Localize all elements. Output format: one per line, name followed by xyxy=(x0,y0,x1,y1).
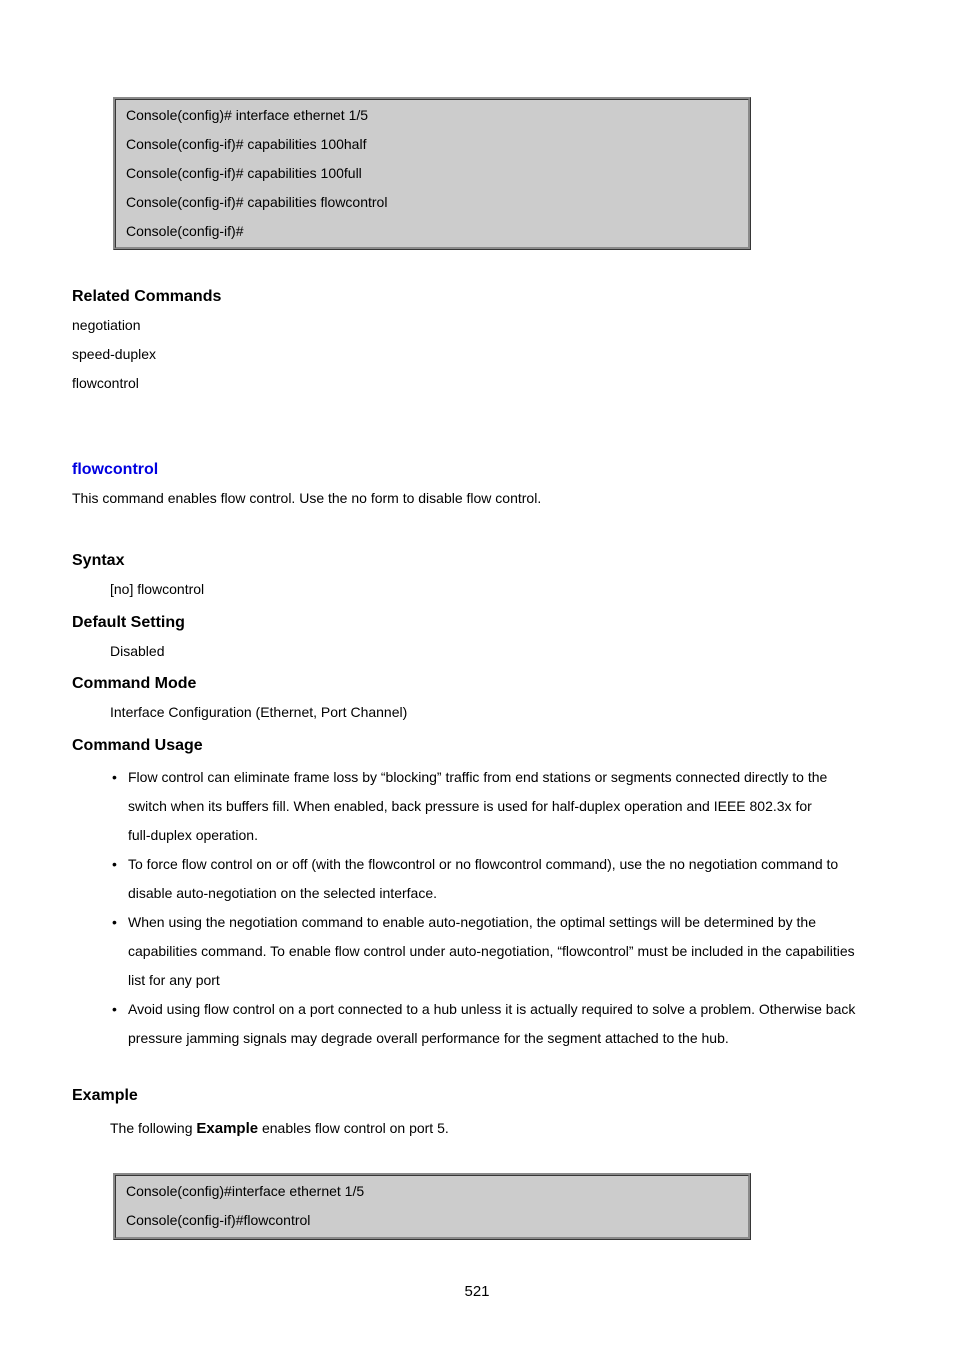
list-item-line: full-duplex operation. xyxy=(128,827,258,843)
command-usage-list xyxy=(110,763,890,1053)
bullet-icon: • xyxy=(112,1001,117,1017)
list-item-line: list for any port xyxy=(128,972,220,988)
default-setting-heading: Default Setting xyxy=(72,614,185,631)
console-line: Console(config)#interface ethernet 1/5 xyxy=(126,1183,365,1199)
list-item-line: To force flow control on or off (with the flowcontrol or no flowcontrol command), use the no negotiation command to xyxy=(128,856,839,872)
syntax-heading: Syntax xyxy=(72,552,125,569)
command-mode-value: Interface Configuration (Ethernet, Port Channel) xyxy=(110,704,408,720)
list-item xyxy=(110,995,890,1053)
list-item xyxy=(110,908,890,995)
command-description: This command enables flow control. Use the no form to disable flow control. xyxy=(72,490,542,506)
example-text-after: enables flow control on port 5. xyxy=(258,1120,449,1136)
console-line: Console(config)# interface ethernet 1/5 xyxy=(126,107,369,123)
console-line: Console(config-if)# capabilities 100half xyxy=(126,136,367,152)
bullet-icon: • xyxy=(112,769,117,785)
list-item-line: pressure jamming signals may degrade overall performance for the segment attached to the hub. xyxy=(128,1030,729,1046)
command-usage-heading: Command Usage xyxy=(72,737,203,754)
list-item-line: Avoid using flow control on a port connected to a hub unless it is actually required to solve a problem. Otherwise back xyxy=(128,1001,856,1017)
example-text-before: The following xyxy=(110,1120,197,1136)
console-line: Console(config-if)#flowcontrol xyxy=(126,1212,311,1228)
page-number: 521 xyxy=(464,1283,490,1300)
bullet-icon: • xyxy=(112,914,117,930)
related-command-item: negotiation xyxy=(72,317,141,333)
console-block-bottom xyxy=(113,1173,751,1240)
bullet-icon: • xyxy=(112,856,117,872)
command-title: flowcontrol xyxy=(72,461,159,478)
console-line: Console(config-if)# capabilities 100full xyxy=(126,165,362,181)
console-block-top xyxy=(113,97,751,250)
command-mode-heading: Command Mode xyxy=(72,675,197,692)
related-command-item: speed-duplex xyxy=(72,346,157,362)
syntax-value: [no] flowcontrol xyxy=(110,581,205,597)
example-description xyxy=(110,1120,449,1137)
list-item-line: capabilities command. To enable flow control under auto-negotiation, “flowcontrol” must be included in the capabilities xyxy=(128,943,855,959)
list-item-line: disable auto-negotiation on the selected interface. xyxy=(128,885,437,901)
default-setting-value: Disabled xyxy=(110,643,165,659)
console-line: Console(config-if)# capabilities flowcontrol xyxy=(126,194,388,210)
list-item-line: When using the negotiation command to enable auto-negotiation, the optimal settings will be determined by the xyxy=(128,914,816,930)
list-item xyxy=(110,763,890,850)
related-commands-heading: Related Commands xyxy=(72,288,222,305)
list-item-line: Flow control can eliminate frame loss by “blocking” traffic from end stations or segments connected directly to the xyxy=(128,769,828,785)
list-item-line: switch when its buffers fill. When enabled, back pressure is used for half-duplex operation and IEEE 802.3x for xyxy=(128,798,812,814)
example-text-bold: Example xyxy=(196,1120,259,1137)
related-command-item: flowcontrol xyxy=(72,375,139,391)
example-heading: Example xyxy=(72,1087,138,1104)
console-line: Console(config-if)# xyxy=(126,223,244,239)
list-item xyxy=(110,850,890,908)
